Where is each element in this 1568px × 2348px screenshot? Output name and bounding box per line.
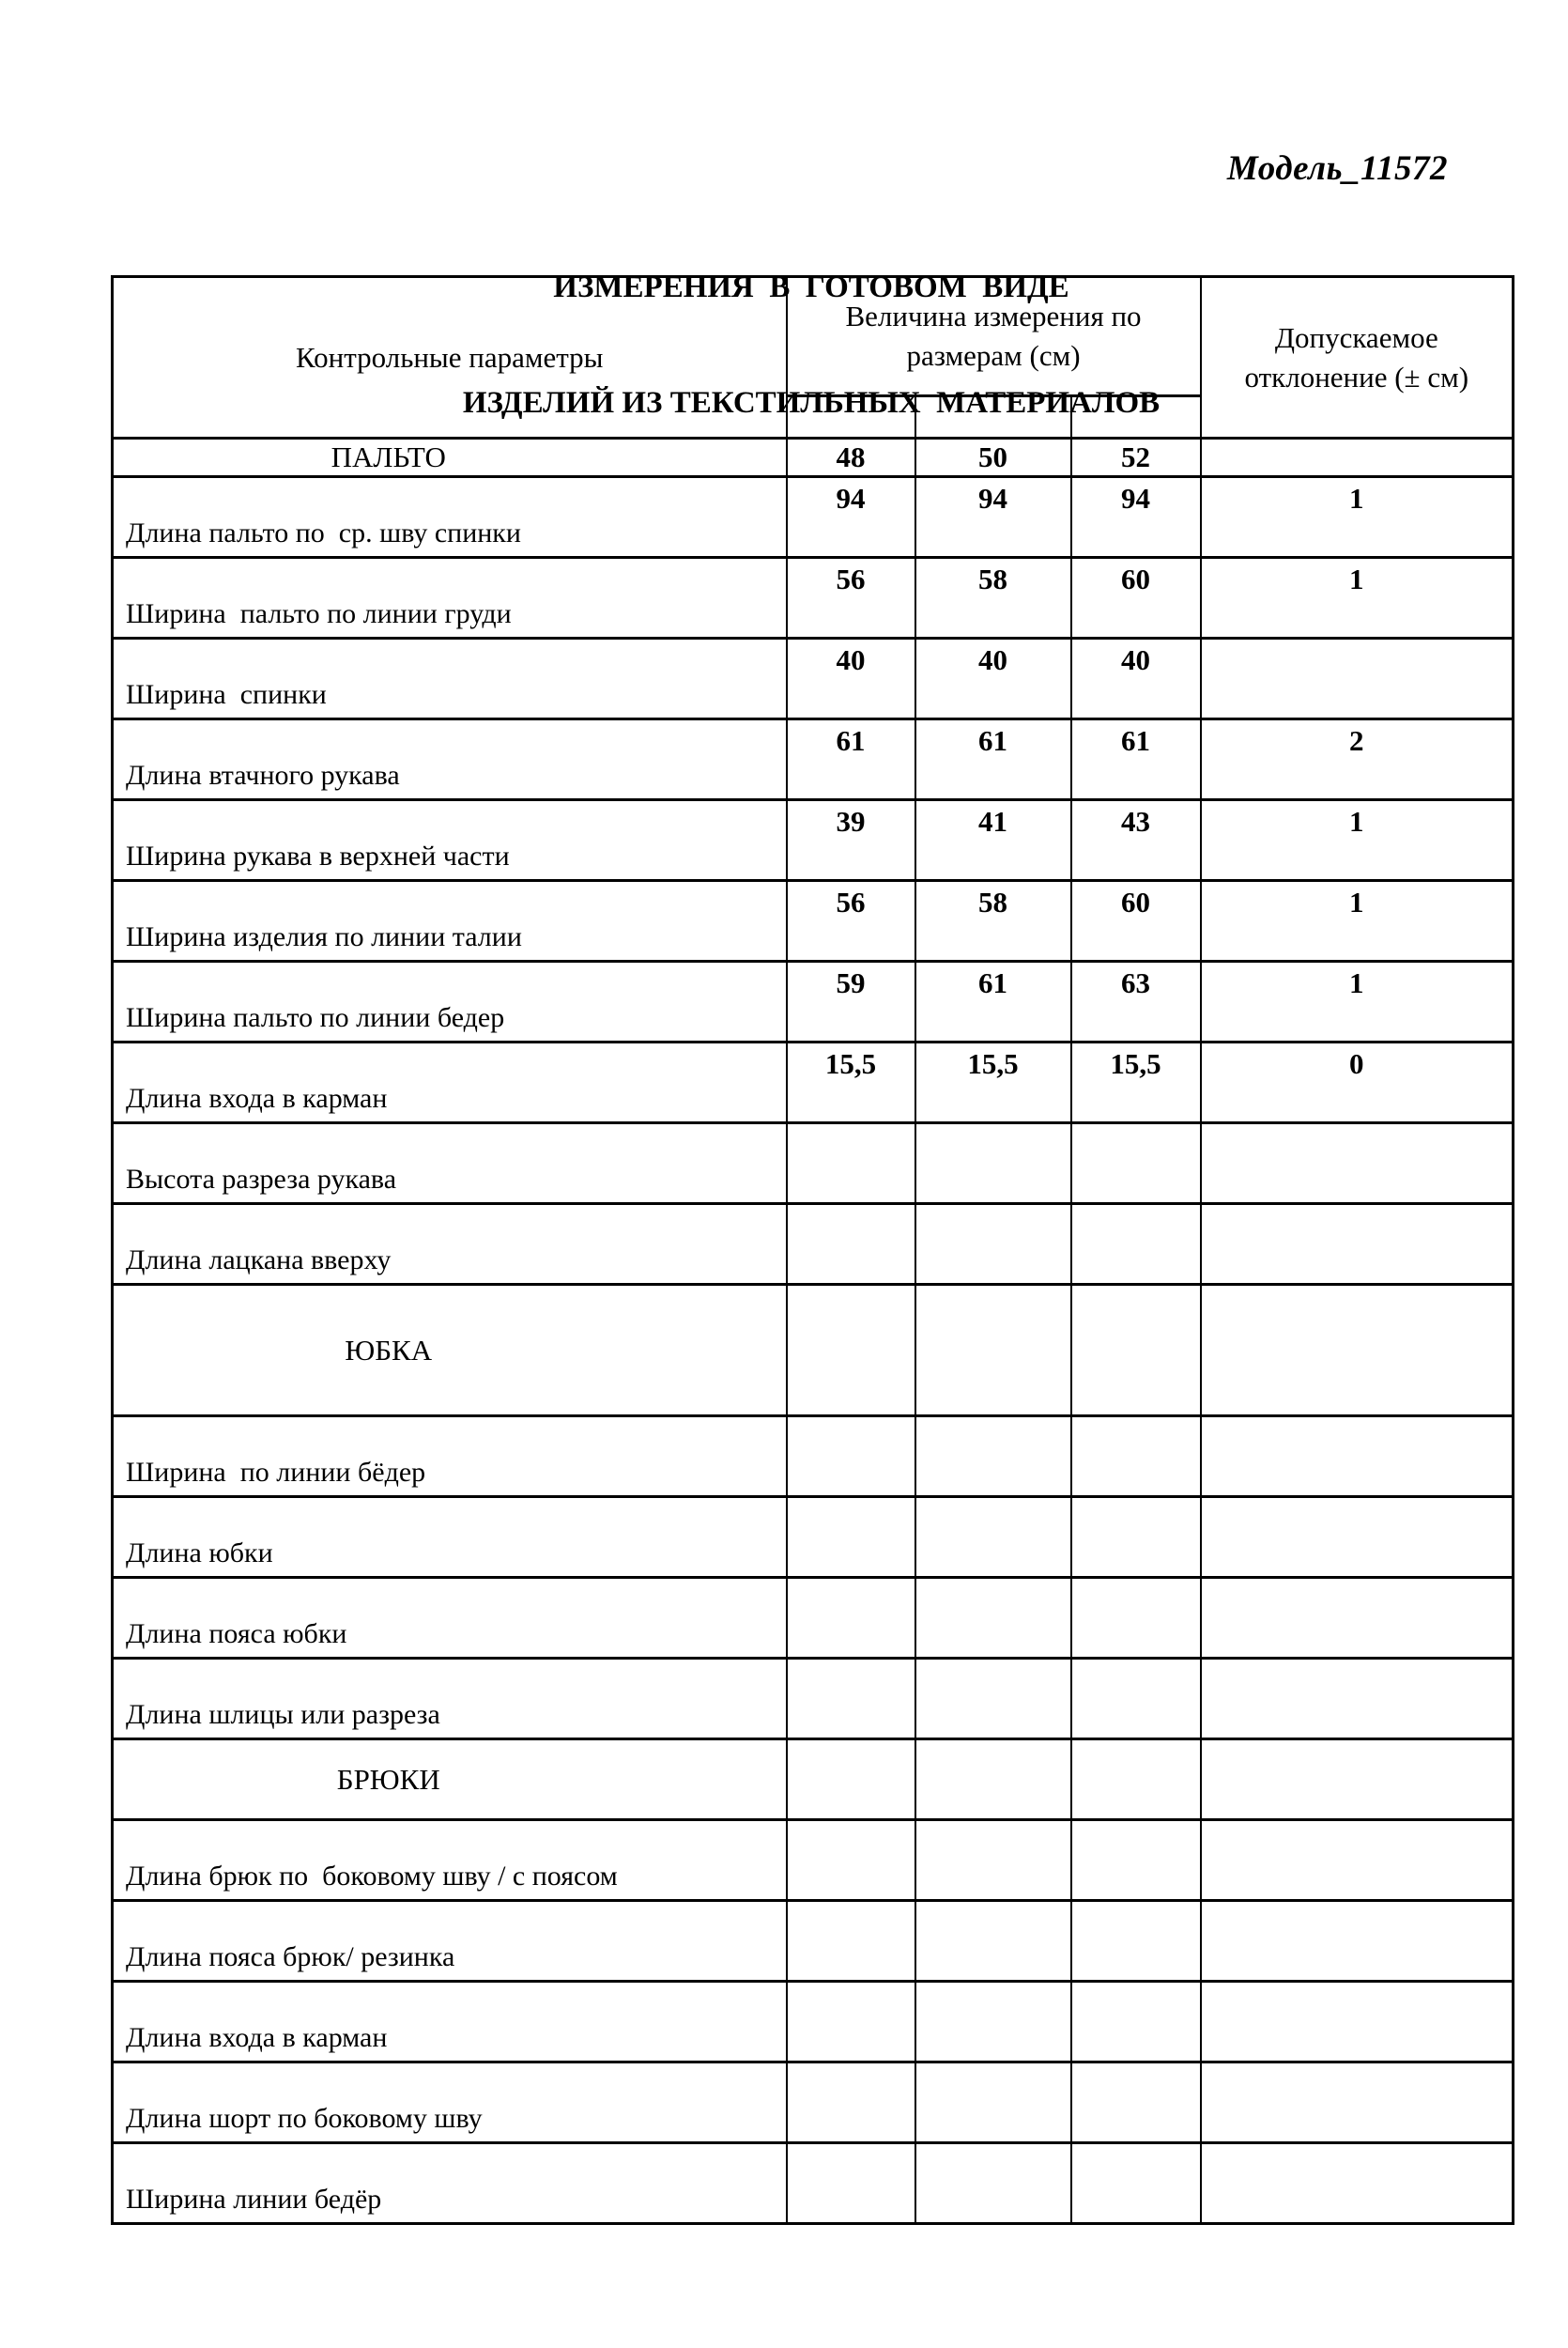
size-value: [1071, 1820, 1201, 1901]
tolerance-value: [1201, 1285, 1514, 1416]
size-value: [915, 1982, 1071, 2062]
param-label: Длина пальто по ср. шву спинки: [113, 477, 787, 558]
param-label: Высота разреза рукава: [113, 1123, 787, 1204]
table-row: [113, 477, 1514, 558]
table-row: [113, 1123, 1514, 1204]
tolerance-value: [1201, 1659, 1514, 1739]
size-value: [787, 1820, 915, 1901]
size-value: [1071, 1901, 1201, 1982]
size-value: [787, 1123, 915, 1204]
tolerance-value: [1201, 1982, 1514, 2062]
document-title-line1: ИЗМЕРЕНИЯ В ГОТОВОМ ВИДЕ: [553, 270, 1069, 304]
tolerance-value: [1201, 1901, 1514, 1982]
param-label: Длина входа в карман: [113, 1043, 787, 1123]
size-value: [1071, 2062, 1201, 2143]
tolerance-value: [1201, 1123, 1514, 1204]
size-value: 41: [915, 800, 1071, 881]
model-number-label: Модель_11572: [1226, 149, 1448, 188]
param-label: Ширина пальто по линии бедер: [113, 962, 787, 1043]
table-header: [113, 277, 1514, 439]
size-subheader-cell-3: [1071, 396, 1201, 439]
size-value: 15,5: [1071, 1043, 1201, 1123]
param-label: Длина юбки: [113, 1497, 787, 1578]
size-value: [915, 1659, 1071, 1739]
size-value: [787, 1285, 915, 1416]
size-value: [787, 1578, 915, 1659]
size-value: 60: [1071, 558, 1201, 639]
param-label: Длина брюк по боковому шву / с поясом: [113, 1820, 787, 1901]
tolerance-value: [1201, 1739, 1514, 1820]
size-value: 56: [787, 558, 915, 639]
size-value: [915, 1578, 1071, 1659]
size-value: [915, 2062, 1071, 2143]
table-row: [113, 558, 1514, 639]
param-label: Длина лацкана вверху: [113, 1204, 787, 1285]
table-row: [113, 1497, 1514, 1578]
size-value: [915, 1497, 1071, 1578]
size-value: [787, 2143, 915, 2224]
tolerance-value: [1201, 1204, 1514, 1285]
table-row: [113, 1416, 1514, 1497]
size-value: 61: [915, 719, 1071, 800]
table-row: [113, 881, 1514, 962]
section-label: ЮБКА: [113, 1285, 787, 1416]
size-value: 40: [787, 639, 915, 719]
table-row: [113, 719, 1514, 800]
size-value: [915, 1901, 1071, 1982]
tolerance-value: [1201, 1578, 1514, 1659]
table-row: [113, 1578, 1514, 1659]
size-value: [915, 1739, 1071, 1820]
size-value: 61: [1071, 719, 1201, 800]
size-value: 58: [915, 558, 1071, 639]
size-value: [787, 1901, 915, 1982]
size-value: 94: [1071, 477, 1201, 558]
table-row: [113, 1043, 1514, 1123]
param-label: Длина шорт по боковому шву: [113, 2062, 787, 2143]
table-row: [113, 639, 1514, 719]
tolerance-value: [1201, 2143, 1514, 2224]
size-value: 59: [787, 962, 915, 1043]
measurements-table: [111, 275, 1514, 2225]
tolerance-value: [1201, 1416, 1514, 1497]
param-label: Ширина по линии бёдер: [113, 1416, 787, 1497]
size-value: 94: [787, 477, 915, 558]
size-value: 40: [915, 639, 1071, 719]
size-value: [915, 1123, 1071, 1204]
section-label: ПАЛЬТО: [113, 439, 787, 477]
param-label: Ширина пальто по линии груди: [113, 558, 787, 639]
size-subheader-cell-1: [787, 396, 915, 439]
tolerance-value: [1201, 2062, 1514, 2143]
column-header-sizes: Величина измерения по размерам (см): [787, 277, 1201, 396]
tolerance-value: [1201, 439, 1514, 477]
size-value: [787, 1416, 915, 1497]
tolerance-value: 1: [1201, 881, 1514, 962]
tolerance-value: 2: [1201, 719, 1514, 800]
size-value: [1071, 1123, 1201, 1204]
size-value: 52: [1071, 439, 1201, 477]
section-row: [113, 1739, 1514, 1820]
size-value: 56: [787, 881, 915, 962]
size-value: [787, 1659, 915, 1739]
size-value: [1071, 1416, 1201, 1497]
size-value: 61: [787, 719, 915, 800]
table-row: [113, 1820, 1514, 1901]
param-label: Ширина рукава в верхней части: [113, 800, 787, 881]
size-value: [787, 2062, 915, 2143]
size-value: 43: [1071, 800, 1201, 881]
size-value: 94: [915, 477, 1071, 558]
document-title-line2: ИЗДЕЛИЙ ИЗ ТЕКСТИЛЬНЫХ МАТЕРИАЛОВ: [462, 386, 1161, 420]
size-value: [1071, 1578, 1201, 1659]
size-value: 61: [915, 962, 1071, 1043]
size-value: [787, 1739, 915, 1820]
size-value: 60: [1071, 881, 1201, 962]
param-label: Длина пояса брюк/ резинка: [113, 1901, 787, 1982]
table-row: [113, 1204, 1514, 1285]
size-value: [915, 2143, 1071, 2224]
size-value: 15,5: [915, 1043, 1071, 1123]
tolerance-value: [1201, 1497, 1514, 1578]
section-label: БРЮКИ: [113, 1739, 787, 1820]
size-value: 48: [787, 439, 915, 477]
tolerance-value: [1201, 639, 1514, 719]
size-value: 58: [915, 881, 1071, 962]
size-value: [915, 1204, 1071, 1285]
param-label: Длина пояса юбки: [113, 1578, 787, 1659]
column-header-tolerance: Допускаемое отклонение (± см): [1201, 277, 1514, 439]
column-header-parameters: Контрольные параметры: [113, 277, 787, 439]
size-value: [787, 1497, 915, 1578]
size-value: 50: [915, 439, 1071, 477]
size-value: [1071, 1739, 1201, 1820]
param-label: Длина входа в карман: [113, 1982, 787, 2062]
param-label: Ширина изделия по линии талии: [113, 881, 787, 962]
size-value: [787, 1982, 915, 2062]
size-value: [1071, 1982, 1201, 2062]
param-label: Ширина линии бедёр: [113, 2143, 787, 2224]
table-row: [113, 2143, 1514, 2224]
section-row: [113, 1285, 1514, 1416]
size-value: [787, 1204, 915, 1285]
table-row: [113, 2062, 1514, 2143]
size-value: [915, 1416, 1071, 1497]
size-subheader-cell-2: [915, 396, 1071, 439]
table-row: [113, 1982, 1514, 2062]
header-row-main: [113, 277, 1514, 396]
param-label: Длина шлицы или разреза: [113, 1659, 787, 1739]
size-value: [1071, 1285, 1201, 1416]
tolerance-value: 1: [1201, 800, 1514, 881]
tolerance-value: [1201, 1820, 1514, 1901]
size-value: 15,5: [787, 1043, 915, 1123]
size-value: [915, 1820, 1071, 1901]
size-value: [1071, 1659, 1201, 1739]
measurements-table-body: [113, 439, 1514, 2224]
tolerance-value: 1: [1201, 962, 1514, 1043]
table-row: [113, 800, 1514, 881]
tolerance-value: 0: [1201, 1043, 1514, 1123]
size-value: 40: [1071, 639, 1201, 719]
table-row: [113, 1901, 1514, 1982]
tolerance-value: 1: [1201, 477, 1514, 558]
size-value: [915, 1285, 1071, 1416]
size-value: 39: [787, 800, 915, 881]
tolerance-value: 1: [1201, 558, 1514, 639]
size-value: [1071, 2143, 1201, 2224]
size-value: [1071, 1204, 1201, 1285]
param-label: Ширина спинки: [113, 639, 787, 719]
size-value: 63: [1071, 962, 1201, 1043]
size-value: [1071, 1497, 1201, 1578]
table-row: [113, 962, 1514, 1043]
section-row: [113, 439, 1514, 477]
param-label: Длина втачного рукава: [113, 719, 787, 800]
table-row: [113, 1659, 1514, 1739]
